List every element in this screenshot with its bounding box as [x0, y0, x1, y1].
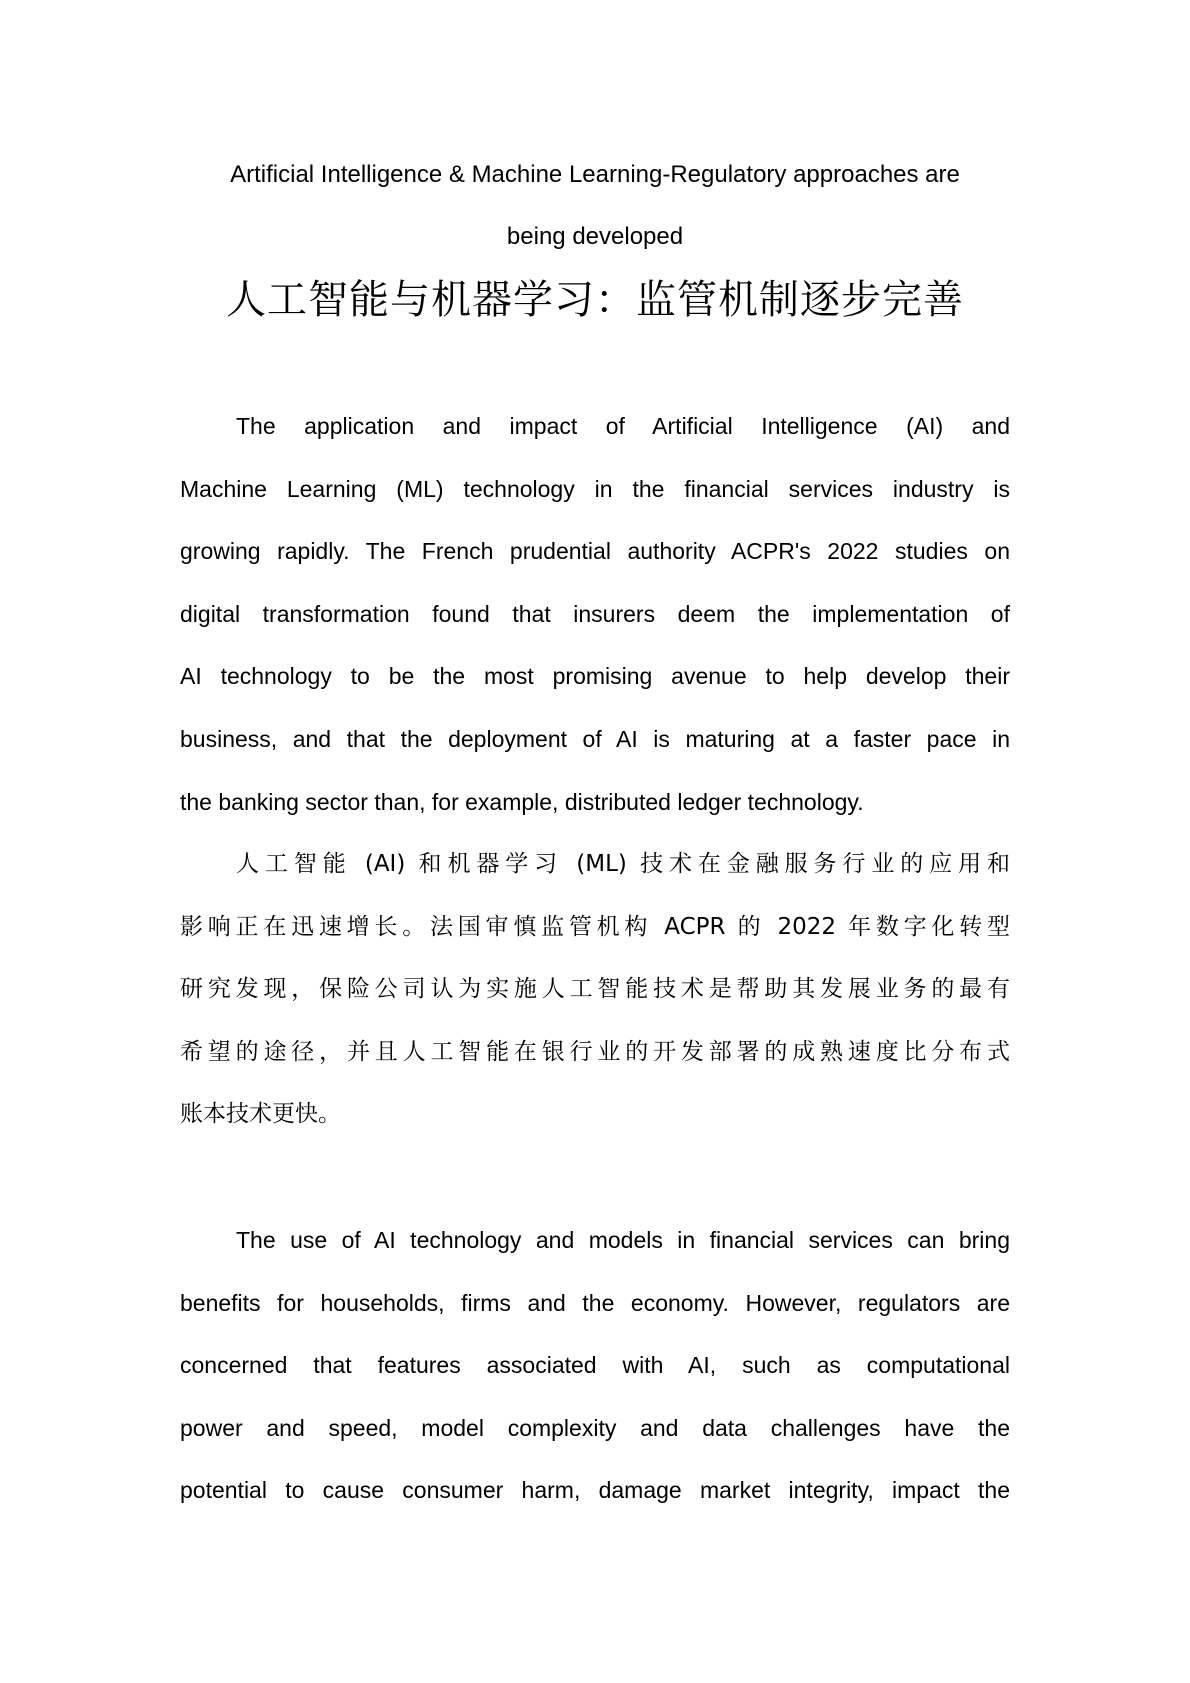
paragraph-1-chinese [180, 833, 1010, 1146]
text-line: benefits for households, firms and the economy. However, regulators are [180, 1289, 1010, 1316]
title-english-line-1: Artificial Intelligence & Machine Learning-Regulatory approaches are [230, 161, 960, 188]
text-line: The application and impact of Artificial Intelligence (AI) and [236, 413, 1010, 439]
paragraph-1-english [180, 395, 1010, 833]
text-line: potential to cause consumer harm, damage market integrity, impact the [180, 1477, 1010, 1504]
text-line: AI technology to be the most promising avenue to help develop their [180, 663, 1010, 690]
title-english-line-2: being developed [506, 223, 684, 250]
text-line: 账本技术更快。 [180, 1101, 341, 1128]
text-line: business, and that the deployment of AI is maturing at a faster pace in [180, 725, 1010, 752]
text-line: growing rapidly. The French prudential authority ACPR's 2022 studies on [180, 538, 1010, 565]
text-line: 影响正在迅速增长。法国审慎监管机构 ACPR 的 2022 年数字化转型 [180, 913, 1010, 940]
text-line: 研究发现，保险公司认为实施人工智能技术是帮助其发展业务的最有 [180, 976, 1010, 1003]
paragraph-2-english [180, 1209, 1010, 1522]
text-line: 希望的途径，并且人工智能在银行业的开发部署的成熟速度比分布式 [180, 1038, 1010, 1065]
text-line: the banking sector than, for example, distributed ledger technology. [180, 788, 864, 815]
text-line: 人工智能 (AI) 和机器学习 (ML) 技术在金融服务行业的应用和 [236, 851, 1010, 877]
text-line: power and speed, model complexity and data challenges have the [180, 1414, 1010, 1441]
title-chinese: 人工智能与机器学习：监管机制逐步完善 [226, 277, 964, 323]
text-line: concerned that features associated with AI, such as computational [180, 1352, 1010, 1379]
text-line: digital transformation found that insurers deem the implementation of [180, 600, 1010, 627]
text-line: Machine Learning (ML) technology in the financial services industry is [180, 475, 1010, 502]
text-line: The use of AI technology and models in financial services can bring [236, 1227, 1010, 1253]
